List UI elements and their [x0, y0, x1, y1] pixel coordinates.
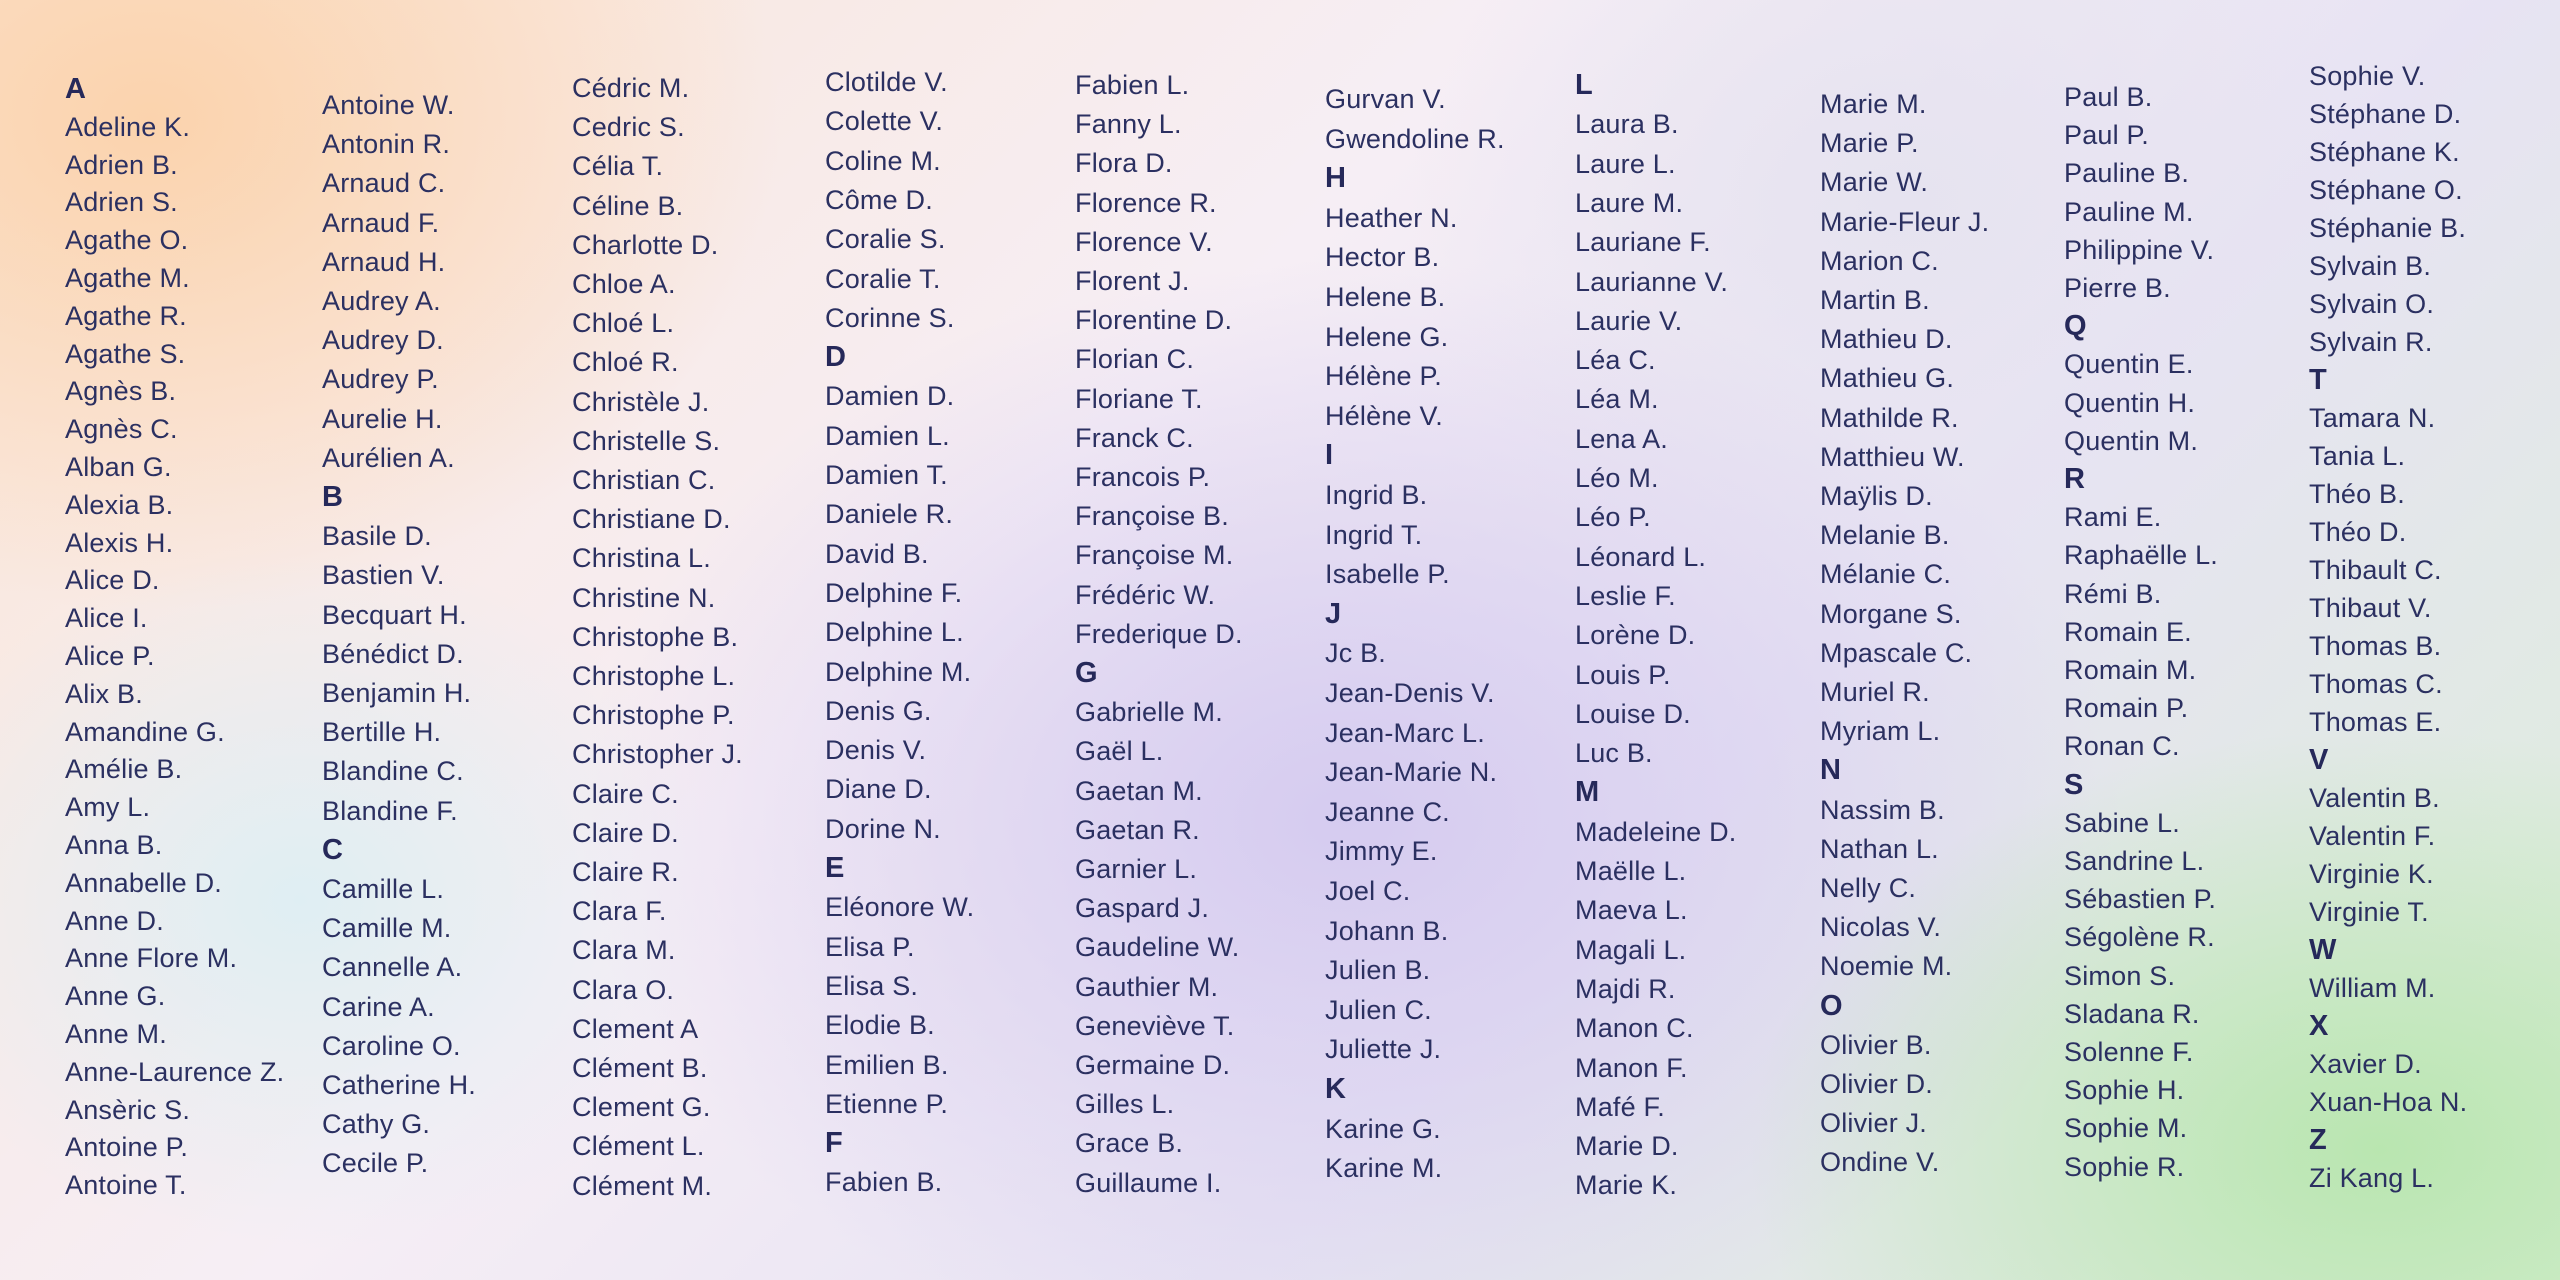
name-entry: Fanny L.: [1075, 109, 1182, 140]
name-entry: Pauline M.: [2064, 196, 2194, 227]
name-entry: Fabien L.: [1075, 70, 1190, 100]
letter-heading: M: [1575, 776, 1600, 809]
name-entry: Sophie V.: [2309, 61, 2426, 91]
name-entry: Sophie H.: [2064, 1075, 2185, 1106]
name-entry: Eléonore W.: [825, 892, 975, 923]
name-entry: Ansèric S.: [65, 1094, 191, 1125]
name-entry: Sabine L.: [2064, 807, 2180, 838]
name-entry: Célia T.: [572, 151, 664, 182]
name-entry: Noemie M.: [1820, 951, 1953, 982]
name-entry: Tamara N.: [2309, 403, 2436, 433]
name-entry: Clément L.: [572, 1131, 705, 1162]
name-entry: Jimmy E.: [1325, 836, 1438, 867]
name-entry: Frédéric W.: [1075, 579, 1216, 610]
name-entry: Clement G.: [572, 1092, 711, 1123]
name-entry: Germaine D.: [1075, 1050, 1231, 1080]
name-entry: Pierre B.: [2064, 273, 2171, 303]
name-entry: Gurvan V.: [1325, 84, 1446, 114]
name-entry: Claire R.: [572, 857, 679, 887]
name-entry: Marie D.: [1575, 1131, 1679, 1162]
name-entry: Théo D.: [2309, 517, 2407, 547]
name-entry: Denis G.: [825, 695, 932, 726]
name-entry: Bertille H.: [322, 717, 442, 748]
name-entry: Marie K.: [1575, 1170, 1678, 1201]
name-entry: Xavier D.: [2309, 1049, 2422, 1079]
name-entry: Alexis H.: [65, 527, 174, 558]
name-entry: Solenne F.: [2064, 1037, 2194, 1067]
letter-heading: A: [65, 73, 87, 105]
name-entry: Damien L.: [825, 420, 950, 451]
name-entry: Christophe B.: [572, 621, 739, 652]
name-entry: Etienne P.: [825, 1088, 949, 1119]
name-entry: Catherine H.: [322, 1070, 476, 1100]
name-entry: Luc B.: [1575, 738, 1653, 769]
name-entry: Louise D.: [1575, 698, 1691, 729]
name-entry: Thomas C.: [2309, 669, 2443, 699]
name-entry: Clara M.: [572, 935, 676, 966]
name-entry: Amandine G.: [65, 716, 225, 747]
name-entry: Christine N.: [572, 582, 716, 613]
letter-heading: E: [825, 852, 845, 884]
name-entry: Anne M.: [65, 1019, 167, 1049]
letter-heading: B: [322, 481, 344, 513]
name-entry: Delphine L.: [825, 617, 964, 648]
name-entry: Bastien V.: [322, 560, 445, 591]
letter-heading: V: [2309, 744, 2329, 776]
name-entry: Martin B.: [1820, 285, 1930, 315]
name-entry: Myriam L.: [1820, 716, 1941, 747]
name-entry: Florent J.: [1075, 266, 1190, 296]
name-entry: Karine M.: [1325, 1153, 1443, 1184]
name-entry: Valentin F.: [2309, 821, 2436, 851]
name-entry: Aurélien A.: [322, 442, 455, 473]
name-entry: Christophe P.: [572, 700, 735, 731]
letter-heading: R: [2064, 463, 2086, 495]
name-entry: Agnès C.: [65, 414, 178, 445]
letter-heading: W: [2309, 934, 2337, 966]
name-entry: William M.: [2309, 973, 2436, 1003]
name-entry: Anne-Laurence Z.: [65, 1056, 285, 1087]
name-entry: Marion C.: [1820, 245, 1939, 276]
name-entry: Agathe O.: [65, 225, 189, 256]
name-entry: Sophie M.: [2064, 1113, 2188, 1144]
name-entry: Maëlle L.: [1575, 856, 1687, 886]
name-entry: Christèle J.: [572, 386, 710, 417]
name-entry: Sophie R.: [2064, 1151, 2185, 1182]
name-entry: Gabrielle M.: [1075, 697, 1223, 728]
name-entry: Marie M.: [1820, 89, 1927, 119]
name-entry: Chloé L.: [572, 308, 675, 339]
name-entry: Arnaud H.: [322, 246, 446, 277]
name-entry: Charlotte D.: [572, 229, 719, 260]
name-entry: Anne D.: [65, 905, 164, 936]
name-entry: Cedric S.: [572, 112, 685, 143]
name-entry: Nassim B.: [1820, 794, 1945, 825]
name-entry: Gauthier M.: [1075, 971, 1219, 1002]
name-entry: Annabelle D.: [65, 867, 223, 898]
name-entry: Blandine F.: [322, 795, 458, 826]
name-entry: Claire C.: [572, 778, 679, 809]
name-entry: Carine A.: [322, 991, 435, 1022]
name-entry: Anne Flore M.: [65, 943, 238, 974]
name-entry: Laurianne V.: [1575, 266, 1729, 297]
name-entry: Stéphanie B.: [2309, 213, 2467, 243]
name-entry: Leslie F.: [1575, 580, 1676, 611]
name-entry: Tania L.: [2309, 441, 2406, 471]
name-entry: Coralie S.: [825, 224, 946, 255]
name-entry: Manon F.: [1575, 1052, 1688, 1083]
name-entry: Joel C.: [1325, 876, 1411, 906]
name-entry: Philippine V.: [2064, 234, 2215, 265]
name-entry: Côme D.: [825, 184, 933, 215]
name-entry: Johann B.: [1325, 915, 1449, 946]
name-entry: Floriane T.: [1075, 383, 1203, 414]
name-entry: Cathy G.: [322, 1109, 431, 1140]
name-entry: Basile D.: [322, 521, 432, 552]
name-entry: Christophe L.: [572, 661, 736, 691]
name-entry: Jc B.: [1325, 638, 1387, 669]
name-entry: Rami E.: [2064, 502, 2162, 533]
name-entry: Léa M.: [1575, 384, 1659, 415]
name-entry: Olivier J.: [1820, 1108, 1928, 1139]
name-entry: Léo M.: [1575, 463, 1659, 493]
name-entry: Nelly C.: [1820, 873, 1917, 903]
name-entry: Agnès B.: [65, 376, 177, 407]
name-entry: Lauriane F.: [1575, 227, 1711, 258]
name-entry: Elodie B.: [825, 1010, 935, 1041]
name-entry: Paul B.: [2064, 82, 2153, 112]
name-entry: Anne G.: [65, 981, 166, 1012]
name-entry: Thibault C.: [2309, 555, 2442, 585]
letter-heading: C: [322, 833, 344, 866]
name-entry: Hélène P.: [1325, 361, 1442, 392]
name-entry: Laure M.: [1575, 187, 1684, 218]
name-entry: Ingrid B.: [1325, 480, 1428, 510]
name-entry: Helene G.: [1325, 321, 1449, 352]
name-entry: Anna B.: [65, 830, 163, 860]
name-entry: Ondine V.: [1820, 1147, 1940, 1178]
name-entry: Mpascale C.: [1820, 637, 1973, 668]
name-entry: Florian C.: [1075, 344, 1195, 375]
name-entry: Raphaëlle L.: [2064, 540, 2219, 571]
name-entry: Virginie T.: [2309, 897, 2429, 927]
name-entry: Flora D.: [1075, 148, 1173, 179]
name-entry: Laurie V.: [1575, 305, 1683, 336]
name-entry: Juliette J.: [1325, 1034, 1442, 1065]
name-entry: Clara F.: [572, 896, 667, 927]
name-entry: Romain E.: [2064, 616, 2192, 647]
name-entry: Florence V.: [1075, 226, 1213, 257]
name-entry: Chloé R.: [572, 347, 679, 378]
name-entry: Lena A.: [1575, 423, 1668, 454]
name-entry: Stéphane O.: [2309, 175, 2463, 205]
name-entry: Agathe M.: [65, 263, 190, 293]
name-entry: Heather N.: [1325, 202, 1458, 233]
name-entry: Franck C.: [1075, 422, 1194, 453]
name-entry: Alban G.: [65, 452, 172, 482]
name-entry: Matthieu W.: [1820, 441, 1965, 472]
name-entry: Christina L.: [572, 543, 711, 574]
name-entry: Elisa S.: [825, 970, 919, 1001]
name-entry: Becquart H.: [322, 599, 467, 630]
name-entry: Léo P.: [1575, 502, 1651, 533]
name-entry: Sébastien P.: [2064, 884, 2217, 915]
name-entry: Damien T.: [825, 460, 948, 490]
name-entry: Marie-Fleur J.: [1820, 206, 1990, 237]
letter-heading: G: [1075, 657, 1098, 689]
name-entry: Clara O.: [572, 974, 675, 1005]
letter-heading: F: [825, 1127, 843, 1160]
name-entry: Delphine F.: [825, 577, 963, 608]
name-entry: Stéphane D.: [2309, 99, 2462, 129]
name-entry: Lorène D.: [1575, 620, 1696, 651]
letter-heading: D: [825, 341, 847, 374]
name-entry: Gaetan M.: [1075, 775, 1203, 806]
name-entry: Amy L.: [65, 792, 151, 823]
name-entry: Antoine P.: [65, 1132, 189, 1163]
name-entry: Louis P.: [1575, 659, 1671, 690]
name-entry: Amélie B.: [65, 754, 183, 785]
name-entry: Mafé F.: [1575, 1091, 1665, 1122]
name-entry: Olivier D.: [1820, 1069, 1934, 1099]
name-entry: Thibaut V.: [2309, 593, 2432, 623]
name-entry: Marie W.: [1820, 167, 1929, 198]
letter-heading: Q: [2064, 310, 2087, 343]
name-entry: Valentin B.: [2309, 783, 2440, 813]
name-entry: Paul P.: [2064, 120, 2149, 151]
letter-heading: H: [1325, 162, 1347, 195]
name-entry: Majdi R.: [1575, 973, 1676, 1004]
name-entry: Magali L.: [1575, 934, 1687, 965]
name-entry: Melanie B.: [1820, 520, 1950, 551]
name-entry: Aurelie H.: [322, 403, 443, 434]
name-entry: Hector B.: [1325, 242, 1440, 273]
name-entry: Delphine M.: [825, 656, 972, 687]
name-entry: Audrey P.: [322, 364, 439, 395]
name-entry: Adrien B.: [65, 149, 178, 180]
name-entry: Emilien B.: [825, 1049, 949, 1080]
name-entry: Muriel R.: [1820, 677, 1930, 707]
name-entry: Ségolène R.: [2064, 922, 2215, 953]
name-entry: Jeanne C.: [1325, 796, 1450, 827]
name-entry: Laure L.: [1575, 148, 1676, 179]
name-entry: Alice I.: [65, 603, 148, 634]
name-entry: Agathe S.: [65, 338, 186, 369]
name-entry: Sladana R.: [2064, 998, 2200, 1029]
name-entry: Arnaud C.: [322, 168, 446, 199]
name-entry: Damien D.: [825, 381, 955, 412]
name-entry: Clément M.: [572, 1170, 713, 1201]
name-entry: Cannelle A.: [322, 952, 463, 983]
name-entry: Françoise B.: [1075, 501, 1229, 532]
name-entry: Clément B.: [572, 1053, 708, 1083]
name-entry: Grace B.: [1075, 1128, 1184, 1159]
name-entry: Gaël L.: [1075, 736, 1164, 767]
name-entry: Mathilde R.: [1820, 402, 1959, 433]
letter-heading: K: [1325, 1073, 1347, 1105]
name-entry: Quentin H.: [2064, 387, 2196, 418]
name-entry: Romain P.: [2064, 693, 2189, 724]
name-entry: Pauline B.: [2064, 158, 2190, 189]
name-entry: Denis V.: [825, 735, 927, 766]
name-entry: Isabelle P.: [1325, 559, 1450, 590]
name-entry: Antoine W.: [322, 90, 455, 120]
name-entry: Fabien B.: [825, 1167, 943, 1198]
name-entry: Clotilde V.: [825, 67, 948, 97]
name-entry: Sylvain B.: [2309, 251, 2432, 281]
name-entry: Xuan-Hoa N.: [2309, 1087, 2468, 1117]
name-entry: Christian C.: [572, 465, 716, 495]
name-entry: Simon S.: [2064, 960, 2176, 991]
name-entry: Gaspard J.: [1075, 893, 1210, 924]
name-entry: Hélène V.: [1325, 400, 1443, 431]
name-entry: Frederique D.: [1075, 618, 1243, 649]
letter-heading: X: [2309, 1010, 2329, 1042]
name-entry: Florentine D.: [1075, 305, 1233, 336]
name-entry: Caroline O.: [322, 1030, 461, 1061]
name-entry: Gaudeline W.: [1075, 932, 1240, 963]
name-entry: Quentin E.: [2064, 349, 2194, 380]
name-entry: Marie P.: [1820, 128, 1919, 159]
name-entry: Guillaume I.: [1075, 1167, 1222, 1198]
name-entry: Corinne S.: [825, 302, 955, 333]
name-entry: Antonin R.: [322, 129, 451, 160]
name-entry: Virginie K.: [2309, 859, 2434, 889]
name-entry: Agathe R.: [65, 300, 187, 331]
name-entry: Julien C.: [1325, 994, 1432, 1025]
name-entry: Cédric M.: [572, 73, 690, 103]
name-entry: Karine G.: [1325, 1113, 1441, 1144]
name-entry: Bénédict D.: [322, 638, 464, 669]
name-entry: Claire D.: [572, 817, 679, 848]
name-entry: Stéphane K.: [2309, 137, 2460, 167]
name-entry: Alix B.: [65, 678, 143, 709]
name-entry: Léonard L.: [1575, 541, 1707, 572]
name-entry: Coralie T.: [825, 263, 941, 294]
name-entry: Adeline K.: [65, 111, 191, 142]
name-entry: Madeleine D.: [1575, 816, 1737, 847]
name-entry: David B.: [825, 538, 929, 569]
name-entry: Nicolas V.: [1820, 912, 1942, 943]
name-entry: Manon C.: [1575, 1013, 1694, 1044]
name-entry: Gaetan R.: [1075, 814, 1200, 845]
name-entry: Benjamin H.: [322, 678, 472, 708]
name-entry: Sylvain O.: [2309, 289, 2435, 319]
name-entry: Zi Kang L.: [2309, 1163, 2435, 1193]
name-entry: Françoise M.: [1075, 540, 1234, 571]
name-entry: Christiane D.: [572, 504, 731, 535]
name-entry: Diane D.: [825, 774, 932, 805]
name-entry: Ronan C.: [2064, 731, 2180, 762]
name-entry: Cecile P.: [322, 1148, 429, 1179]
name-entry: Christelle S.: [572, 425, 721, 456]
name-entry: Alice D.: [65, 565, 160, 596]
name-entry: Audrey D.: [322, 325, 444, 356]
name-entry: Ingrid T.: [1325, 519, 1423, 550]
name-entry: Mélanie C.: [1820, 559, 1952, 590]
name-entry: Christopher J.: [572, 739, 743, 770]
name-entry: Quentin M.: [2064, 425, 2199, 456]
name-entry: Alice P.: [65, 641, 155, 671]
name-entry: Camille L.: [322, 874, 445, 904]
name-entry: Coline M.: [825, 145, 941, 176]
name-entry: Helene B.: [1325, 282, 1446, 312]
name-entry: Francois P.: [1075, 462, 1211, 492]
name-entry: Jean-Marie N.: [1325, 757, 1498, 788]
name-entry: Céline B.: [572, 190, 684, 221]
name-entry: Morgane S.: [1820, 598, 1962, 629]
name-entry: Camille M.: [322, 913, 452, 944]
name-entry: Adrien S.: [65, 187, 178, 218]
name-entry: Léa C.: [1575, 345, 1656, 376]
letter-heading: O: [1820, 989, 1843, 1022]
name-entry: Laura B.: [1575, 109, 1679, 140]
letter-heading: N: [1820, 754, 1842, 787]
name-entry: Maeva L.: [1575, 895, 1688, 926]
name-entry: Alexia B.: [65, 489, 174, 520]
name-entry: Florence R.: [1075, 187, 1217, 218]
letter-heading: L: [1575, 69, 1593, 101]
letter-heading: J: [1325, 597, 1342, 630]
name-entry: Thomas B.: [2309, 631, 2442, 661]
name-entry: Thomas E.: [2309, 707, 2442, 737]
letter-heading: I: [1325, 439, 1334, 472]
name-entry: Jean-Denis V.: [1325, 678, 1495, 708]
name-entry: Mathieu G.: [1820, 363, 1955, 394]
name-entry: Clement A: [572, 1013, 699, 1044]
name-entry: Romain M.: [2064, 655, 2197, 685]
name-entry: Blandine C.: [322, 756, 464, 787]
name-entry: Mathieu D.: [1820, 324, 1953, 355]
name-entry: Colette V.: [825, 106, 944, 137]
letter-heading: T: [2309, 364, 2327, 396]
name-entry: Gwendoline R.: [1325, 123, 1505, 154]
name-entry: Julien B.: [1325, 955, 1431, 986]
name-entry: Garnier L.: [1075, 854, 1198, 884]
name-entry: Daniele R.: [825, 499, 954, 530]
name-entry: Dorine N.: [825, 813, 941, 844]
name-entry: Sylvain R.: [2309, 327, 2433, 357]
name-entry: Elisa P.: [825, 931, 915, 962]
name-entry: Maÿlis D.: [1820, 481, 1933, 511]
name-entry: Théo B.: [2309, 479, 2405, 509]
name-entry: Chloe A.: [572, 269, 676, 299]
name-entry: Gilles L.: [1075, 1089, 1175, 1120]
name-entry: Audrey A.: [322, 286, 441, 316]
name-entry: Olivier B.: [1820, 1029, 1932, 1060]
name-entry: Nathan L.: [1820, 833, 1939, 864]
name-entry: Sandrine L.: [2064, 846, 2205, 876]
name-entry: Rémi B.: [2064, 578, 2162, 609]
name-entry: Arnaud F.: [322, 207, 440, 238]
letter-heading: S: [2064, 768, 2084, 801]
name-entry: Geneviève T.: [1075, 1010, 1235, 1041]
name-entry: Jean-Marc L.: [1325, 717, 1485, 748]
name-entry: Antoine T.: [65, 1170, 187, 1201]
letter-heading: Z: [2309, 1124, 2327, 1156]
